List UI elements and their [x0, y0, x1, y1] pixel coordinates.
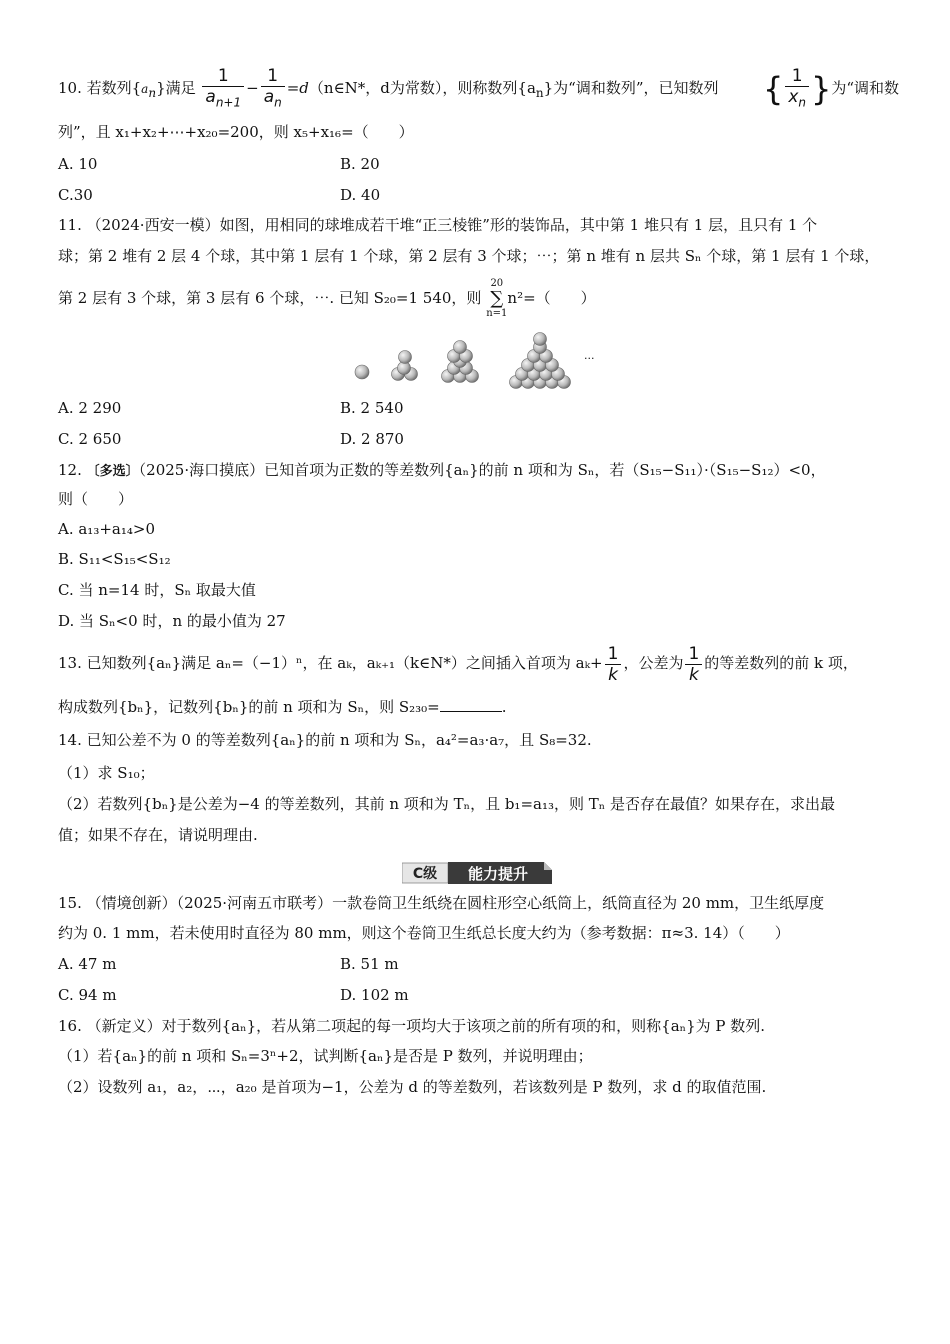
q10-d: d — [299, 79, 309, 97]
q10-frac1-num: 1 — [202, 66, 244, 87]
q11-sum-bottom: n=1 — [486, 308, 508, 319]
q11-sum-symbol: 20 ∑ n=1 — [486, 278, 508, 319]
q10-option-b: B. 20 — [340, 155, 380, 173]
q13-frac1-num: 1 — [605, 644, 622, 665]
q10-eq: = — [286, 79, 300, 97]
q13-frac2-den: k — [688, 664, 699, 685]
section-banner-shape — [402, 860, 552, 886]
q11-line3-a: 第 2 层有 3 个球，第 3 层有 6 个球，⋯. 已知 S₂₀=1 540，则 — [58, 289, 482, 307]
q10-brace-frac-den-sub: n — [798, 95, 807, 110]
q12-option-c: C. 当 n=14 时，Sₙ 取最大值 — [58, 581, 256, 599]
q12-line1 — [58, 460, 826, 482]
q13-line1 — [58, 640, 858, 686]
q16-part2: （2）设数列 a₁，a₂，⋯，a₂₀ 是首项为−1，公差为 d 的等差数列，若该数列是 P 数列，求 d 的取值范围. — [58, 1078, 767, 1096]
q13-frac1-den: k — [608, 664, 618, 685]
q11-sum-top: 20 — [490, 278, 504, 289]
q13-line2 — [58, 697, 507, 717]
q10-cond-end: }为“调和数列”，已知数列 — [543, 79, 719, 97]
q10-n: n — [148, 86, 157, 100]
q10-cond-sub: n — [535, 86, 544, 100]
pile-4 — [510, 333, 571, 389]
q15-option-d: D. 102 m — [340, 986, 409, 1004]
q14-line1: 14. 已知公差不为 0 的等差数列{aₙ}的前 n 项和为 Sₙ，a₄²=a₃·a₇，且 S₈=32. — [58, 731, 592, 749]
q10-cond: （n∈N*，d为常数），则称数列{a — [308, 79, 536, 97]
q10-brace-group — [763, 62, 899, 115]
q12-option-a: A. a₁₃+a₁₄>0 — [58, 520, 155, 538]
q10-tail: 为“调和数 — [831, 79, 900, 97]
q10-a: a — [141, 82, 149, 96]
q13-line2-b: . — [501, 698, 507, 716]
q10-brace-frac-num: 1 — [785, 66, 809, 87]
q11-line2: 球；第 2 堆有 2 层 4 个球，其中第 1 层有 1 个球，第 2 层有 3 个球；⋯；第 n 堆有 n 层共 Sₙ 个球，第 1 层有 1 个球， — [58, 247, 880, 265]
q16-part1: （1）若{aₙ}的前 n 项和 Sₙ=3ⁿ+2，试判断{aₙ}是否是 P 数列，并说明理由； — [58, 1047, 593, 1065]
q13-line2-a: 构成数列{bₙ}，记数列{bₙ}的前 n 项和为 Sₙ，则 S₂₃₀= — [58, 698, 440, 716]
section-banner — [402, 860, 552, 886]
q13-line1-c: 的等差数列的前 k 项， — [704, 654, 858, 672]
q13-frac1 — [605, 644, 622, 685]
q10-option-a: A. 10 — [58, 155, 98, 173]
q10-mid1: }满足 — [156, 79, 196, 97]
q15-option-b: B. 51 m — [340, 955, 399, 973]
q11-option-c: C. 2 650 — [58, 430, 122, 448]
pile-2 — [392, 351, 418, 381]
q13-line1-b: ，公差为 — [623, 654, 684, 672]
ball-pyramids-figure — [348, 330, 608, 390]
q10-brace-frac — [785, 66, 809, 112]
q10-left-brace: { — [763, 70, 784, 108]
pile-1 — [355, 365, 369, 379]
q13-line1-a: 13. 已知数列{aₙ}满足 aₙ=（−1）ⁿ，在 aₖ，aₖ₊₁（k∈N*）之间插入首项为 aₖ+ — [58, 654, 603, 672]
q12-line2: 则（ ） — [58, 490, 134, 508]
q10-lead: 10. 若数列{ — [58, 79, 142, 97]
q10-frac2-den-sub: n — [274, 95, 282, 110]
q11-line3 — [58, 278, 596, 320]
q10-frac2-num: 1 — [261, 66, 285, 87]
q15-option-a: A. 47 m — [58, 955, 117, 973]
q11-option-d: D. 2 870 — [340, 430, 404, 448]
q10-option-d: D. 40 — [340, 186, 381, 204]
q15-line1: 15. （情境创新）（2025·河南五市联考）一款卷筒卫生纸绕在圆柱形空心纸筒上，纸筒直径为 20 mm，卫生纸厚度 — [58, 894, 825, 912]
q12-tag: 〔多选〕 — [86, 464, 139, 479]
q11-option-b: B. 2 540 — [340, 399, 404, 417]
pile-3 — [442, 341, 479, 383]
q10-minus: − — [246, 79, 259, 97]
q15-option-c: C. 94 m — [58, 986, 117, 1004]
q11-line3-b: n²=（ ） — [507, 289, 596, 307]
q12-line1-text: （2025·海口摸底）已知首项为正数的等差数列{aₙ}的前 n 项和为 Sₙ，若（S₁₅−S₁₁）·（S₁₅−S₁₂）<0， — [138, 461, 826, 479]
q11-line1: 11. （2024·西安一模）如图，用相同的球堆成若干堆“正三棱锥”形的装饰品，其中第 1 堆只有 1 层，且只有 1 个 — [58, 216, 818, 234]
q14-part2-line1: （2）若数列{bₙ}是公差为−4 的等差数列，其前 n 项和为 Tₙ，且 b₁=a₁₃，则 Tₙ 是否存在最值？如果存在，求出最 — [58, 795, 836, 813]
q10-line1 — [58, 62, 719, 119]
q13-frac2-num: 1 — [685, 644, 702, 665]
q15-line2: 约为 0. 1 mm，若未使用时直径为 80 mm，则这个卷筒卫生纸总长度大约为（参考数据：π≈3. 14）（ ） — [58, 924, 790, 942]
section-title: 能力提升 — [467, 865, 529, 883]
q12-option-d: D. 当 Sₙ<0 时，n 的最小值为 27 — [58, 612, 286, 630]
section-level: C级 — [412, 866, 438, 882]
q10-line2: 列”，且 x₁+x₂+⋯+x₂₀=200，则 x₅+x₁₆=（ ） — [58, 123, 414, 141]
q10-right-brace: } — [811, 70, 832, 108]
q13-frac2 — [685, 644, 702, 685]
q10-brace-frac-den: x — [788, 86, 799, 107]
q10-frac2 — [261, 66, 285, 112]
q13-answer-blank[interactable] — [440, 697, 502, 712]
q10-frac1-den: a — [205, 86, 216, 107]
q11-option-a: A. 2 290 — [58, 399, 122, 417]
q14-part1: （1）求 S₁₀； — [58, 764, 155, 782]
q12-option-b: B. S₁₁<S₁₅<S₁₂ — [58, 550, 171, 568]
q16-line1: 16. （新定义）对于数列{aₙ}，若从第二项起的每一项均大于该项之前的所有项的和，则称{aₙ}为 P 数列. — [58, 1017, 766, 1035]
q12-number: 12. — [58, 461, 82, 479]
q10-frac1 — [202, 66, 244, 112]
q10-frac1-den-sub: n+1 — [215, 95, 242, 110]
pile-ellipsis: ··· — [584, 352, 595, 365]
q10-option-c: C.30 — [58, 186, 93, 204]
q14-part2-line2: 值；如果不存在，请说明理由. — [58, 826, 258, 844]
q10-frac2-den: a — [263, 86, 275, 107]
